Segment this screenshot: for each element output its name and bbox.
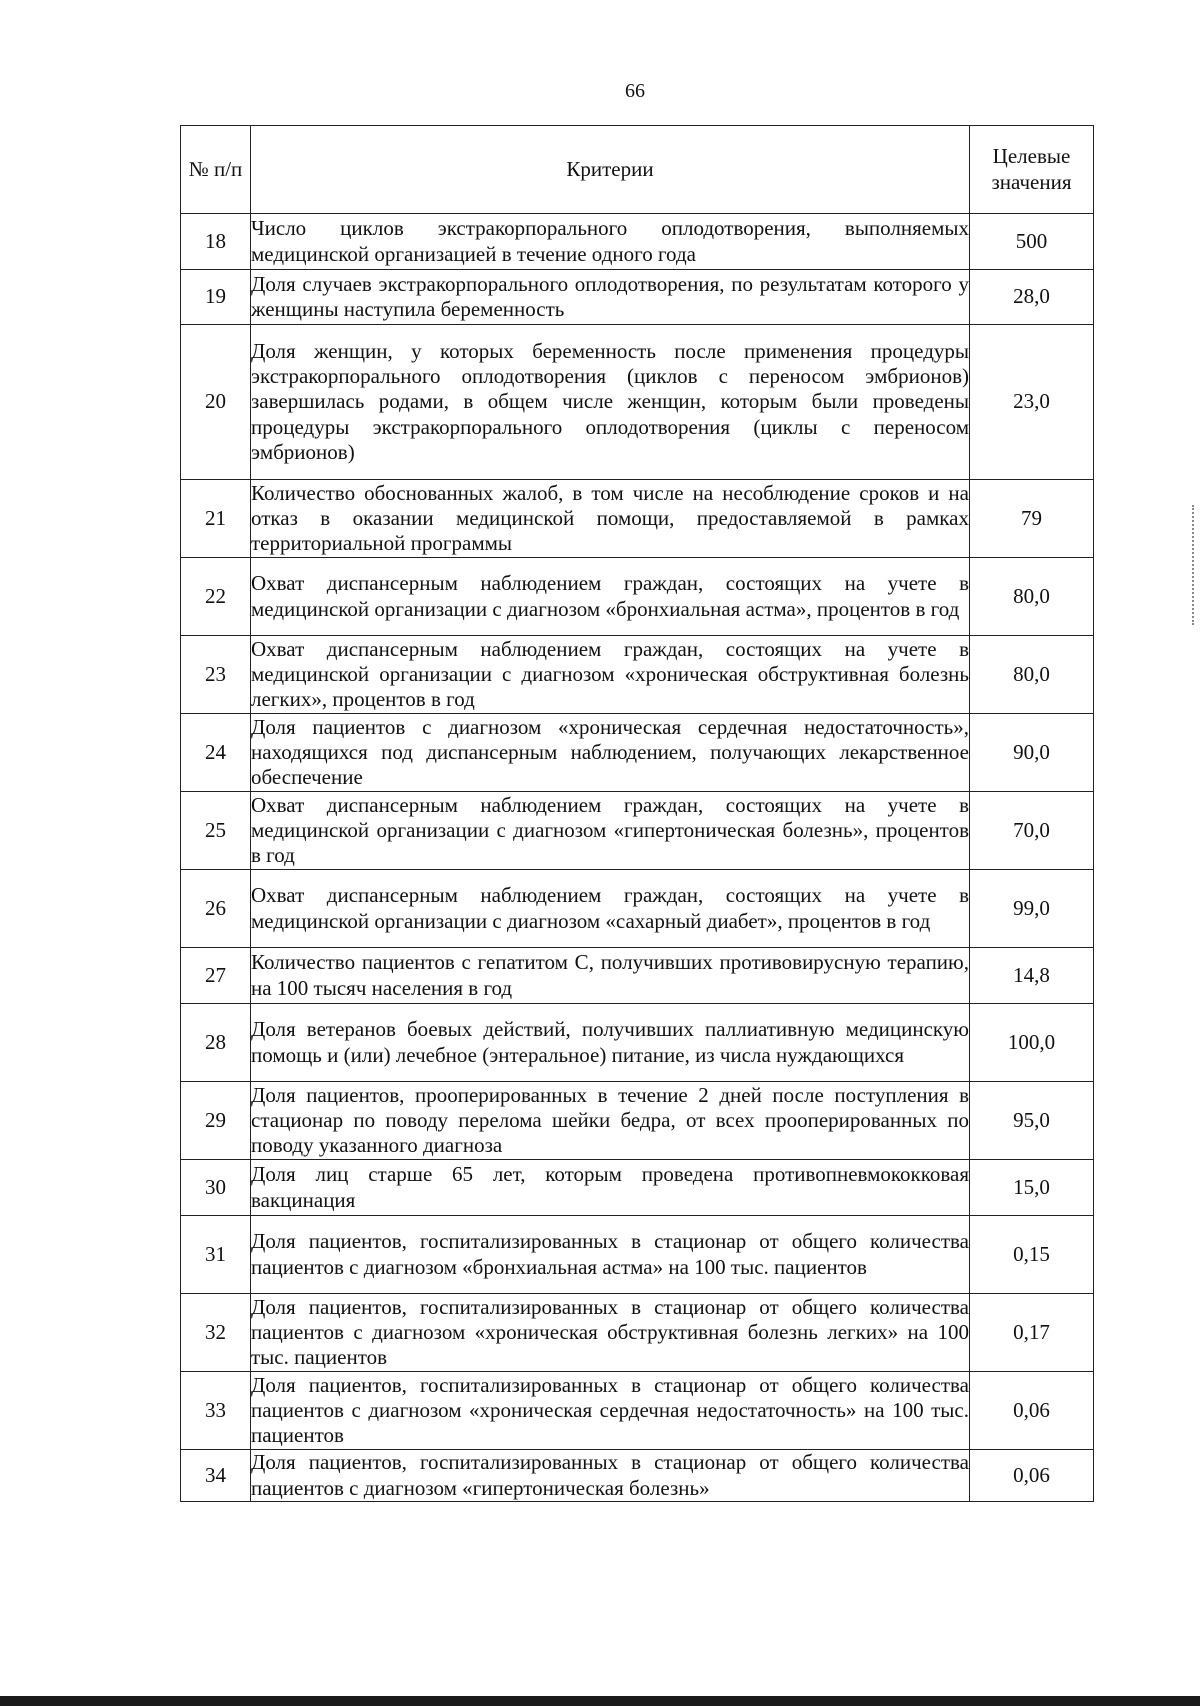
- row-number: 32: [181, 1294, 251, 1372]
- row-number: 26: [181, 870, 251, 948]
- table-row: [181, 214, 1094, 270]
- row-number: 28: [181, 1004, 251, 1082]
- row-number: 34: [181, 1450, 251, 1502]
- row-number: 24: [181, 714, 251, 792]
- row-criteria: Охват диспансерным наблюдением граждан, состоящих на учете в медицинской организации с диагнозом «бронхиальная астма», процентов в год: [251, 558, 970, 636]
- row-number: 18: [181, 214, 251, 270]
- row-number: 19: [181, 270, 251, 325]
- table-row: [181, 636, 1094, 714]
- row-criteria: Охват диспансерным наблюдением граждан, состоящих на учете в медицинской организации с диагнозом «гипертоническая болезнь», процентов в год: [251, 792, 970, 870]
- scan-bottom-stripe: [0, 1696, 1200, 1706]
- table-row: [181, 948, 1094, 1004]
- header-criteria: Критерии: [251, 126, 970, 214]
- table-row: [181, 1216, 1094, 1294]
- row-target-value: 0,15: [970, 1216, 1094, 1294]
- criteria-table: [180, 125, 1094, 1502]
- table-row: [181, 325, 1094, 480]
- table-row: [181, 1082, 1094, 1160]
- table-row: [181, 270, 1094, 325]
- row-target-value: 500: [970, 214, 1094, 270]
- row-criteria: Количество пациентов с гепатитом С, получивших противовирусную терапию, на 100 тысяч населения в год: [251, 948, 970, 1004]
- table-row: [181, 558, 1094, 636]
- row-criteria: Доля случаев экстракорпорального оплодотворения, по результатам которого у женщины наступила беременность: [251, 270, 970, 325]
- scan-edge-mark: [1190, 505, 1194, 625]
- row-criteria: Доля пациентов, госпитализированных в стационар от общего количества пациентов с диагнозом «хроническая сердечная недостаточность» на 100 тыс. пациентов: [251, 1372, 970, 1450]
- row-criteria: Доля пациентов, госпитализированных в стационар от общего количества пациентов с диагнозом «бронхиальная астма» на 100 тыс. пациентов: [251, 1216, 970, 1294]
- header-number: № п/п: [181, 126, 251, 214]
- row-criteria: Доля пациентов, госпитализированных в стационар от общего количества пациентов с диагнозом «гипертоническая болезнь»: [251, 1450, 969, 1500]
- row-criteria: Доля ветеранов боевых действий, получивших паллиативную медицинскую помощь и (или) лечебное (энтеральное) питание, из числа нуждающихся: [251, 1004, 970, 1082]
- row-criteria: Количество обоснованных жалоб, в том числе на несоблюдение сроков и на отказ в оказании медицинской помощи, предоставляемой в рамках территориальной программы: [251, 480, 970, 558]
- row-target-value: 95,0: [970, 1082, 1094, 1160]
- row-target-value: 99,0: [970, 870, 1094, 948]
- row-criteria: Доля пациентов, прооперированных в течение 2 дней после поступления в стационар по поводу перелома шейки бедра, от всех прооперированных по поводу указанного диагноза: [251, 1082, 970, 1160]
- row-target-value: 0,06: [970, 1372, 1094, 1450]
- table-body: [181, 214, 1094, 1502]
- row-number: 22: [181, 558, 251, 636]
- row-target-value: 0,17: [970, 1294, 1094, 1372]
- table-row: [181, 1294, 1094, 1372]
- table-row: [181, 792, 1094, 870]
- row-number: 30: [181, 1160, 251, 1216]
- row-criteria: Доля пациентов с диагнозом «хроническая сердечная недостаточность», находящихся под диспансерным наблюдением, получающих лекарственное обеспечение: [251, 714, 970, 792]
- row-target-value: 14,8: [970, 948, 1094, 1004]
- row-target-value: 23,0: [970, 325, 1094, 480]
- row-number: 20: [181, 325, 251, 480]
- table-header-row: [181, 126, 1094, 214]
- page-number: 66: [625, 80, 645, 102]
- row-criteria: Число циклов экстракорпорального оплодотворения, выполняемых медицинской организацией в течение одного года: [251, 214, 970, 270]
- row-number: 29: [181, 1082, 251, 1160]
- table-row: [181, 1004, 1094, 1082]
- table-row: [181, 870, 1094, 948]
- row-number: 33: [181, 1372, 251, 1450]
- row-target-value: 80,0: [970, 636, 1094, 714]
- row-criteria: Доля лиц старше 65 лет, которым проведена противопневмококковая вакцинация: [251, 1160, 970, 1216]
- row-target-value: 90,0: [970, 714, 1094, 792]
- table-row: [181, 480, 1094, 558]
- row-target-value: 0,06: [970, 1450, 1094, 1502]
- row-number: 27: [181, 948, 251, 1004]
- row-target-value: 28,0: [970, 270, 1094, 325]
- row-target-value: 70,0: [970, 792, 1094, 870]
- table-row: [181, 1160, 1094, 1216]
- row-criteria: Доля женщин, у которых беременность после применения процедуры экстракорпорального оплодотворения (циклов с переносом эмбрионов) завершилась родами, в общем числе женщин, которым были проведены процедуры экстракорпорального оплодотворения (циклы с переносом эмбрионов): [251, 325, 970, 480]
- row-number: 21: [181, 480, 251, 558]
- header-target-values: Целевые значения: [970, 126, 1094, 214]
- row-target-value: 100,0: [970, 1004, 1094, 1082]
- row-criteria: Доля пациентов, госпитализированных в стационар от общего количества пациентов с диагнозом «хроническая обструктивная болезнь легких» на 100 тыс. пациентов: [251, 1294, 970, 1372]
- table-row: [181, 714, 1094, 792]
- row-number: 25: [181, 792, 251, 870]
- row-number: 23: [181, 636, 251, 714]
- row-number: 31: [181, 1216, 251, 1294]
- row-target-value: 79: [970, 480, 1094, 558]
- table-row: [181, 1372, 1094, 1450]
- row-criteria: Охват диспансерным наблюдением граждан, состоящих на учете в медицинской организации с диагнозом «сахарный диабет», процентов в год: [251, 870, 970, 948]
- row-target-value: 15,0: [970, 1160, 1094, 1216]
- table-row: [181, 1450, 1094, 1502]
- row-target-value: 80,0: [970, 558, 1094, 636]
- row-criteria: Охват диспансерным наблюдением граждан, состоящих на учете в медицинской организации с диагнозом «хроническая обструктивная болезнь легких», процентов в год: [251, 636, 970, 714]
